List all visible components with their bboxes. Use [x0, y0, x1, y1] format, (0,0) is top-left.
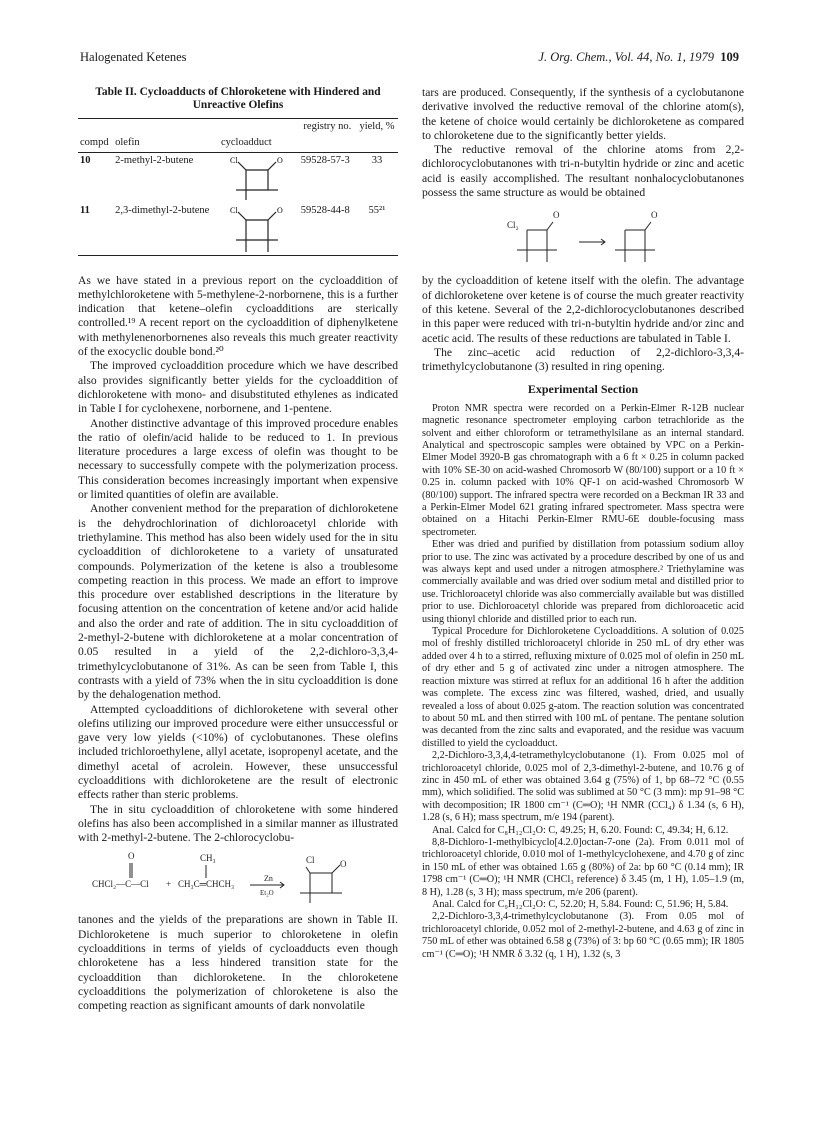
compd-cell: 10: [80, 154, 91, 166]
compd-cell: 11: [78, 203, 113, 256]
table-row: [78, 203, 398, 256]
svg-text:CHCl₂—C—Cl: CHCl₂—C—Cl: [92, 879, 149, 890]
svg-text:O: O: [128, 851, 135, 862]
paragraph: The reductive removal of the chlorine atoms from 2,2-dichlorocyclobutanones with tri-n-butyltin hydride or zinc and acetic acid is easily accomplished. The resultant nonhalocyclobutanones possess the same structure as would be obtained: [422, 143, 744, 200]
paragraph: tanones and the yields of the preparations are shown in Table II. Dichloroketene is much superior to chloroketene in olefin cycloadditions in terms of yields of cycloadducts even though chloroketene has a less hindered transition state for the cycloaddition than dichloroketene. In the chloroketene cycloadditions the polymerization of chloroketene is also the competing reaction as significant amounts of dark nonvolatile: [78, 913, 398, 1013]
cycloadduct-structure-11: [224, 204, 294, 254]
col-registry: registry no.: [299, 119, 356, 136]
olefin-cell: 2,3-dimethyl-2-butene: [113, 203, 219, 256]
paragraph: Proton NMR spectra were recorded on a Perkin-Elmer R-12B nuclear magnetic resonance spectrometer employing carbon tetrachloride as the solvent and either chloroform or tetramethylsilane as an internal standard. Analytical and spectroscopic samples were obtained by VPC on a Perkin-Elmer Model 3920-B gas chromatograph with a 6 ft × 0.25 in column packed with 10% SE-30 on acid-washed Chromosorb W (80/100) support or a 10 ft × 0.25 in. column packed with 10% QF-1 on acid-washed Chromosorb W (80/100) support. The infrared spectra were recorded on a Beckman IR 33 and a Perkin-Elmer Model 621 grating infrared spectrometer. Mass spectra were obtained on a Hitachi Perkin-Elmer RMU-6E double-focusing mass spectrometer.: [422, 402, 744, 538]
registry-cell: 59528-44-8: [299, 203, 356, 256]
cycloadduct-table: [78, 118, 398, 256]
paragraph: 8,8-Dichloro-1-methylbicyclo[4.2.0]octan-7-one (2a). From 0.011 mol of trichloroacetyl chloride, 0.010 mol of 1-methylcyclohexene, and 4.70 g of zinc in 150 mL of ether was obtained 1.65 g (80%) of 2a: bp 60 °C (0.14 mm); IR 1798 cm⁻¹ (C═O); ¹H NMR (CHCl₃ reference) δ 3.45 (m, 1 H), 1.05–1.9 (m, 8 H), 1.28 (s, 3 H); mass spectrum, m/e 206 (parent).: [422, 836, 744, 898]
svg-text:O: O: [276, 205, 283, 215]
svg-text:Et₂O: Et₂O: [260, 889, 274, 898]
col-cycloadduct: cycloadduct: [219, 135, 299, 152]
olefin-cell: 2-methyl-2-butene: [115, 154, 194, 166]
left-column: [78, 86, 398, 1014]
paragraph: Another distinctive advantage of this improved procedure enables the ratio of olefin/acid halide to be reduced to 1. In previous literature procedures a large excess of olefin was thought to be necessary to successfully compete with the polymerization process. This consideration becomes increasingly important when expensive or limited quantities of olefin are available.: [78, 416, 398, 502]
svg-text:Cl: Cl: [229, 205, 238, 215]
reduction-scheme: [483, 206, 683, 268]
col-compd: compd: [78, 135, 113, 152]
cycloadduct-structure-10: [224, 154, 294, 202]
paragraph: Anal. Calcd for C₈H₁₂Cl₂O: C, 49.25; H, 6.20. Found: C, 49.34; H, 6.12.: [432, 824, 729, 836]
svg-text:O: O: [553, 210, 560, 221]
paragraph: Another convenient method for the preparation of dichloroketene is the dehydrochlorination of dichloroacetyl chloride with triethylamine. This method has also been widely used for the in situ cycloaddition of dichloroketene to a variety of unsaturated compounds. Polymerization of the ketene is also a troublesome competing reaction in this process. We made an effort to improve this procedure over established descriptions in the literature by focusing attention on the concentration of ketene and/or acid halide and also the order and rate of addition. The in situ cycloaddition of 2-methyl-2-butene with dichloroketene at a molar concentration of 0.05 resulted in a yield of the 2,2-dichloro-3,3,4-trimethylcyclobutanone of 31%. As can be seen from Table I, this contrasts with a yield of 73% when the in situ cycloaddition is done by the dehalogenation method.: [78, 502, 398, 702]
table-row: [78, 152, 398, 203]
experimental-section-title: Experimental Section: [527, 382, 639, 397]
paragraph: The zinc–acetic acid reduction of 2,2-dichloro-3,3,4-trimethylcyclobutanone (3) resulted in ring opening.: [422, 345, 744, 374]
svg-text:+: +: [166, 879, 172, 890]
running-title: Halogenated Ketenes: [80, 50, 187, 64]
svg-text:Cl₂: Cl₂: [507, 220, 519, 231]
paragraph: 2,2-Dichloro-3,3,4-trimethylcyclobutanone (3). From 0.05 mol of trichloroacetyl chloride, 0.052 mol of 2-methyl-2-butene, and 4.63 g of zinc in 750 mL of ether was obtained 6.58 g (73%) of 3: bp 60 °C (0.65 mm); IR 1805 cm⁻¹ (C═O); ¹H NMR δ 3.32 (q, 1 H), 1.32 (s, 3: [422, 911, 745, 960]
paragraph: tars are produced. Consequently, if the synthesis of a cyclobutanone derivative involved the reductive removal of the chlorine atom(s), the ketene of choice would certainly be dichloroketene as compared to chloroketene due to the significantly better yields.: [422, 86, 744, 142]
registry-cell: 59528-57-3: [300, 154, 350, 166]
svg-text:Cl: Cl: [306, 855, 315, 866]
svg-text:CH₃C═CHCH₃: CH₃C═CHCH₃: [178, 879, 235, 890]
paragraph: 2,2-Dichloro-3,3,4,4-tetramethylcyclobutanone (1). From 0.025 mol of trichloroacetyl chloride, 0.025 mol of 2,3-dimethyl-2-butene, and 10.76 g of zinc in 450 mL of ether was obtained 3.64 g (75%) of 1, bp 68–72 °C (0.55 mm), which solidified. The solid was sublimed at 50 °C (3 mm): mp 91–98 °C with decomposition; IR 1800 cm⁻¹ (C═O); ¹H NMR (CCl₄) δ 1.34 (s, 6 H), 1.28 (s, 6 H); mass spectrum, m/e 194 (parent).: [422, 750, 744, 824]
table-title: Table II. Cycloadducts of Chloroketene with Hindered and Unreactive Olefins: [95, 86, 381, 111]
reaction-scheme: [88, 851, 388, 907]
paragraph: The in situ cycloaddition of chloroketene with some hindered olefins has also been accomplished in a similar manner as illustrated with 2-methyl-2-butene. The 2-chlorocyclobu-: [78, 802, 398, 845]
col-yield: yield, %: [356, 119, 398, 136]
svg-text:O: O: [276, 155, 283, 165]
paragraph: Attempted cycloadditions of dichloroketene with several other olefins utilizing our improved procedure were either unsuccessful or gave very low yields (<10%) of cyclobutanones. These olefins included trichloroethylene, allyl acetate, isopropenyl acetate, and the dimethyl acetal of acrolein. However, these unsuccessful cycloadditions with dichloroketene are the result of electronic effects rather than steric problems.: [78, 702, 398, 802]
svg-text:CH₃: CH₃: [200, 853, 216, 864]
paragraph: by the cycloaddition of ketene itself with the olefin. The advantage of dichloroketene over ketene is of course the much greater reactivity of this ketene. Several of the 2,2-dichlorocyclobutanones described in this paper were reduced with tri-n-butyltin hydride and/or zinc and acetic acid. The results of these reductions are tabulated in Table I.: [422, 274, 744, 345]
journal-citation: J. Org. Chem., Vol. 44, No. 1, 1979 109: [538, 50, 739, 64]
svg-text:Cl: Cl: [229, 155, 238, 165]
paragraph: The improved cycloaddition procedure which we have described also provides significantly better yields for the cycloaddition of dichloroketene with mono- and disubstituted ethylenes as indicated in Table I for cyclohexene, norbornene, and 1-pentene.: [78, 359, 398, 416]
experimental-section: [422, 403, 744, 961]
yield-cell: 33: [371, 154, 383, 166]
svg-text:O: O: [651, 210, 658, 221]
right-column: [422, 86, 744, 961]
col-olefin: olefin: [113, 135, 219, 152]
svg-text:Zn: Zn: [264, 874, 273, 884]
paragraph: As we have stated in a previous report on the cycloaddition of methylchloroketene with 5-methylene-2-norbornene, this is a further indication that ketene–olefin cycloadditions are sterically controlled.¹⁹ A recent report on the cycloaddition of diphenylketene with methylenenorbornenes also reveals this much greater reactivity of the exocyclic double bond.²⁰: [78, 273, 398, 359]
paragraph: Typical Procedure for Dichloroketene Cycloadditions. A solution of 0.025 mol of freshly distilled trichloroacetyl chloride in 250 mL of dry ether was added over 4 h to a stirred, refluxing mixture of 0.025 mol of olefin in 250 mL of dry ether and 5 g of activated zinc under a nitrogen atmosphere. The reaction mixture was stirred at reflux for an additional 16 h after the addition was complete. The excess zinc was filtered, washed, dried, and usually revealed a loss of about 0.025 g-atom. The reaction solution was concentrated to about 50 mL and then stirred with 100 mL of pentane. The pentane solution was decanted from the zinc salts and evaporated, and the residue was vacuum distilled to yield the cycloadduct.: [422, 626, 744, 749]
yield-cell: 55²¹: [356, 203, 398, 256]
paragraph: Ether was dried and purified by distillation from potassium sodium alloy prior to use. The zinc was activated by a procedure described by one of us and was always kept and used under a nitrogen atmosphere.² Triethylamine was commercially available and was dried over sodium metal and distilled prior to use. Trichloroacetyl chloride was also commercially available but was distilled prior to use. Dichloroacetyl chloride was prepared from dichloroacetic acid using thionyl chloride and distilled prior to each run.: [422, 539, 744, 625]
svg-text:O: O: [340, 859, 347, 870]
paragraph: Anal. Calcd for C₉H₁₂Cl₂O: C, 52.20; H, 5.84. Found: C, 51.96; H, 5.84.: [432, 899, 729, 910]
page-number: 109: [720, 50, 739, 64]
